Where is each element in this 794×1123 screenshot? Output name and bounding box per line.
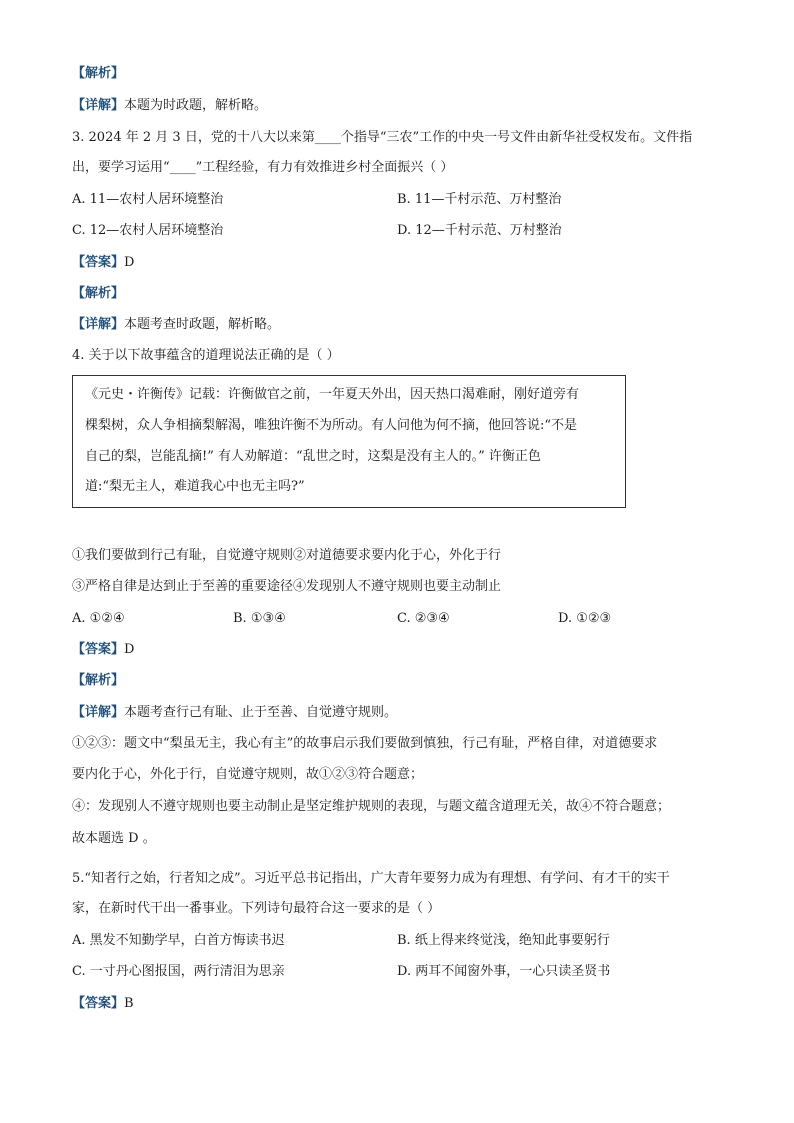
q4-answer: D (124, 642, 135, 657)
q5-answer: B (124, 996, 134, 1011)
q3-analysis-heading (72, 284, 124, 304)
q4-option-d: D. ①②③ (558, 611, 612, 626)
q4-story-line-2: 棵梨树，众人争相摘梨解渴，唯独许衡不为所动。有人问他为何不摘，他回答说:“不是 (85, 418, 578, 433)
q4-story-line-4: 道:“梨无主人，难道我心中也无主吗?” (85, 479, 305, 494)
detail-line (72, 96, 267, 116)
q5-option-d: D. 两耳不闻窗外事，一心只读圣贤书 (397, 964, 611, 979)
q5-stem-line-2: 家，在新时代干出一番事业。下列诗句最符合这一要求的是（ ） (72, 901, 441, 916)
q4-statements-line-1: ①我们要做到行己有耻，自觉遵守规则②对道德要求要内化于心，外化于行 (72, 548, 502, 563)
q3-detail-line (72, 315, 280, 335)
q4-analysis-tag: 【解析】 (72, 673, 125, 688)
q5-answer-tag: 【答案】 (72, 996, 125, 1011)
q4-detail-text: 本题考查行己有耻、止于至善、自觉遵守规则。 (124, 705, 398, 720)
q5-stem-line-1: 5.“知者行之始，行者知之成”。习近平总书记指出，广大青年要努力成为有理想、有学问、有才干的实干 (72, 871, 670, 886)
q5-answer-line (72, 994, 134, 1014)
q4-explain-line-3: ④：发现别人不遵守规则也要主动制止是坚定维护规则的表现，与题文蕴含道理无关，故④不符合题意； (72, 799, 671, 814)
q4-detail-line (72, 703, 397, 723)
q5-option-a: A. 黑发不知勤学早，白首方悔读书迟 (72, 933, 285, 948)
q5-option-b: B. 纸上得来终觉浅，绝知此事要躬行 (397, 933, 610, 948)
q4-story-box (72, 375, 626, 508)
q3-stem-line-2: 出，要学习运用“____”工程经验，有力有效推进乡村全面振兴（ ） (72, 160, 454, 175)
q4-explain-line-1: ①②③：题文中“梨虽无主，我心有主”的故事启示我们要做到慎独，行己有耻，严格自律，对道德要求 (72, 736, 658, 751)
q4-answer-line (72, 640, 134, 660)
q5-option-c: C. 一寸丹心图报国，两行清泪为思亲 (72, 964, 285, 979)
q3-answer: D (124, 255, 135, 270)
detail-text: 本题为时政题，解析略。 (124, 98, 268, 113)
q4-option-c: C. ②③④ (397, 611, 450, 626)
q3-detail-tag: 【详解】 (72, 317, 125, 332)
analysis-heading (72, 64, 124, 84)
q3-option-c: C. 12—农村人居环境整治 (72, 223, 224, 238)
q3-option-a: A. 11—农村人居环境整治 (72, 192, 224, 207)
q4-option-b: B. ①③④ (233, 611, 286, 626)
q4-stem: 4. 关于以下故事蕴含的道理说法正确的是（ ） (72, 348, 340, 363)
q4-statements-line-2: ③严格自律是达到止于至善的重要途径④发现别人不遵守规则也要主动制止 (72, 579, 502, 594)
q4-story-line-3: 自己的梨，岂能乱摘!” 有人劝解道：“乱世之时，这梨是没有主人的。” 许衡正色 (85, 449, 541, 464)
q4-analysis-heading (72, 671, 124, 691)
q4-detail-tag: 【详解】 (72, 705, 125, 720)
q4-option-a: A. ①②④ (72, 611, 125, 626)
q3-analysis-tag: 【解析】 (72, 286, 125, 301)
q4-story-line-1: 《元史・许衡传》记载：许衡做官之前，一年夏天外出，因天热口渴难耐，刚好道旁有 (85, 387, 580, 402)
q4-conclusion: 故本题选 D 。 (72, 831, 156, 846)
analysis-tag: 【解析】 (72, 66, 125, 81)
q3-answer-tag: 【答案】 (72, 255, 125, 270)
q4-answer-tag: 【答案】 (72, 642, 125, 657)
q3-stem-line-1: 3. 2024 年 2 月 3 日，党的十八大以来第____个指导“三农”工作的中央一号文件由新华社受权发布。文件指 (72, 130, 693, 145)
q3-answer-line (72, 253, 134, 273)
q3-option-b: B. 11—千村示范、万村整治 (397, 192, 562, 207)
detail-tag: 【详解】 (72, 98, 125, 113)
q3-option-d: D. 12—千村示范、万村整治 (397, 223, 562, 238)
q3-detail-text: 本题考查时政题，解析略。 (124, 317, 281, 332)
q4-explain-line-2: 要内化于心，外化于行，自觉遵守规则，故①②③符合题意； (72, 767, 424, 782)
